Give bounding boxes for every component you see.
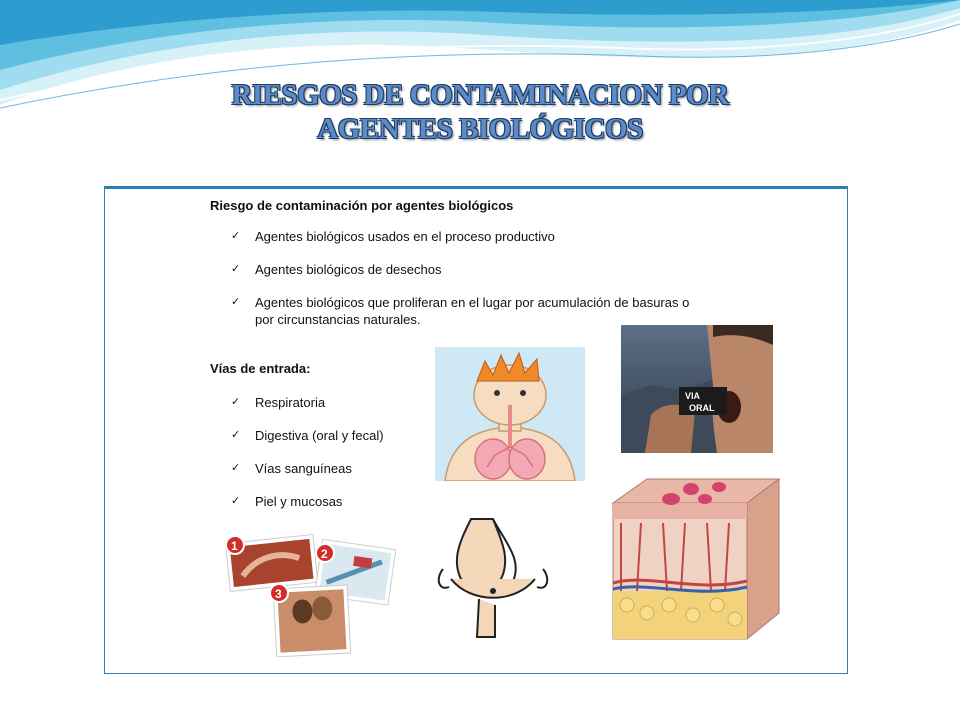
risk-section-heading: Riesgo de contaminación por agentes biológicos: [210, 198, 514, 213]
panel-top-divider: [105, 187, 847, 189]
content-panel: [104, 186, 848, 674]
check-icon: ✓: [231, 462, 241, 474]
entry-section-heading: Vías de entrada:: [210, 361, 311, 376]
check-icon: ✓: [231, 396, 241, 408]
respiratory-illustration: [435, 347, 585, 481]
slide-title-line-1: RIESGOS DE CONTAMINACION POR: [231, 79, 729, 111]
risk-item-text: Agentes biológicos que proliferan en el lugar por acumulación de basuras o: [255, 295, 690, 310]
entry-item-text: Vías sanguíneas: [255, 461, 352, 476]
entry-item-text: Respiratoria: [255, 395, 326, 410]
skin-cross-section-illustration: [607, 473, 783, 643]
check-icon: ✓: [231, 230, 241, 242]
slide-title: [0, 78, 960, 146]
oral-route-photo: [621, 325, 773, 453]
check-icon: ✓: [231, 263, 241, 275]
number-badge-3: 3: [275, 587, 282, 601]
risk-item-text: Agentes biológicos de desechos: [255, 262, 442, 277]
risk-item-text-continued: por circunstancias naturales.: [255, 312, 421, 327]
check-icon: ✓: [231, 296, 241, 308]
slide-title-line-2: AGENTES BIOLÓGICOS: [317, 113, 643, 145]
number-badge-1: 1: [231, 539, 238, 553]
fecal-route-illustration: [431, 509, 555, 639]
blood-transmission-collage: [221, 527, 401, 657]
check-icon: ✓: [231, 429, 241, 441]
entry-item-text: Piel y mucosas: [255, 494, 343, 509]
risk-item-text: Agentes biológicos usados en el proceso productivo: [255, 229, 555, 244]
via-label: VIA: [685, 391, 701, 401]
oral-label: ORAL: [689, 403, 715, 413]
check-icon: ✓: [231, 495, 241, 507]
number-badge-2: 2: [321, 547, 328, 561]
entry-item-text: Digestiva (oral y fecal): [255, 428, 384, 443]
